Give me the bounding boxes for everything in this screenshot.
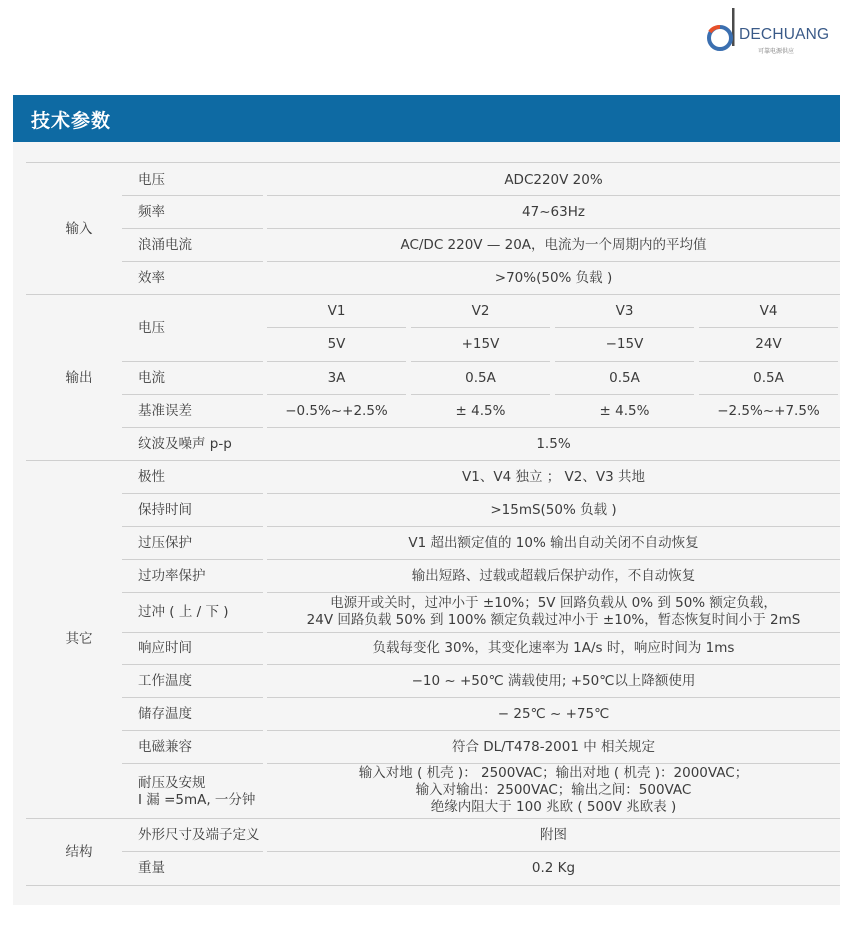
channel-header-v2: V2 xyxy=(471,302,490,319)
row-line xyxy=(699,327,838,328)
tolerance-value-v2: ± 4.5% xyxy=(455,402,506,419)
row-value-frequency: 47~63Hz xyxy=(522,203,585,220)
row-value-operating-temp: −10 ~ +50℃ 满载使用; +50℃以上降额使用 xyxy=(411,672,696,689)
row-label-ovp: 过压保护 xyxy=(138,534,192,551)
section-divider xyxy=(26,460,840,461)
channel-header-v3: V3 xyxy=(615,302,634,319)
row-label-ripple: 纹波及噪声 p-p xyxy=(138,435,232,452)
row-label-holdup: 保持时间 xyxy=(138,501,192,518)
row-label-opp: 过功率保护 xyxy=(138,567,206,584)
row-line xyxy=(699,394,838,395)
row-value-efficiency: >70%(50% 负载 ) xyxy=(494,269,613,286)
insulation-line-2: 输入对输出：2500VAC；输出之间：500VAC xyxy=(415,782,692,798)
row-line xyxy=(122,664,263,665)
row-value-response: 负载每变化 30%，其变化速率为 1A/s 时，响应时间为 1ms xyxy=(372,639,735,656)
section-label-input: 输入 xyxy=(65,220,93,237)
row-line xyxy=(122,261,263,262)
row-label-storage-temp: 储存温度 xyxy=(138,705,192,722)
row-line xyxy=(122,427,263,428)
tolerance-value-v1: −0.5%~+2.5% xyxy=(285,402,388,419)
row-value-emc: 符合 DL/T478-2001 中 相关规定 xyxy=(451,738,656,755)
row-label-dimensions: 外形尺寸及端子定义 xyxy=(138,826,260,843)
row-line xyxy=(267,851,840,852)
row-line xyxy=(267,763,840,764)
row-value-insulation xyxy=(267,765,840,816)
row-label-weight: 重量 xyxy=(138,859,165,876)
row-label-output-voltage: 电压 xyxy=(138,319,165,336)
section-divider xyxy=(26,294,840,295)
row-line xyxy=(122,228,263,229)
row-label-input-voltage: 电压 xyxy=(138,171,165,188)
row-line xyxy=(555,394,694,395)
section-divider xyxy=(26,818,840,819)
row-line xyxy=(122,195,263,196)
current-value-v4: 0.5A xyxy=(753,369,784,386)
row-label-current: 电流 xyxy=(138,369,165,386)
insulation-label-1: 耐压及安规 xyxy=(138,775,206,791)
row-line xyxy=(267,493,840,494)
row-line xyxy=(267,664,840,665)
row-value-dimensions: 附图 xyxy=(540,826,567,843)
row-label-efficiency: 效率 xyxy=(138,269,165,286)
voltage-value-v2: +15V xyxy=(461,335,500,352)
brand-subtitle: 可靠电源供应 xyxy=(758,48,795,55)
voltage-value-v3: −15V xyxy=(605,335,644,352)
row-line xyxy=(555,327,694,328)
channel-header-v1: V1 xyxy=(327,302,346,319)
page-title: 技术参数 xyxy=(31,110,112,132)
row-label-insulation xyxy=(138,774,255,810)
row-value-inrush: AC/DC 220V — 20A，电流为一个周期内的平均值 xyxy=(400,236,707,253)
current-value-v1: 3A xyxy=(327,369,346,386)
table-bottom-line xyxy=(26,885,840,886)
row-label-tolerance: 基准误差 xyxy=(138,402,192,419)
row-value-polarity: V1、V4 独立 ； V2、V3 共地 xyxy=(462,468,645,485)
row-value-holdup: >15mS(50% 负载 ) xyxy=(490,501,617,518)
row-line xyxy=(267,526,840,527)
row-label-polarity: 极性 xyxy=(138,468,165,485)
row-line xyxy=(267,592,840,593)
row-line xyxy=(122,394,263,395)
current-value-v2: 0.5A xyxy=(465,369,496,386)
row-line xyxy=(122,851,263,852)
section-label-structure: 结构 xyxy=(65,843,93,860)
voltage-value-v1: 5V xyxy=(327,335,346,352)
row-line xyxy=(699,361,838,362)
row-value-storage-temp: − 25℃ ~ +75℃ xyxy=(497,705,610,722)
row-value-opp: 输出短路、过载或超载后保护动作，不自动恢复 xyxy=(411,567,696,584)
row-line xyxy=(122,526,263,527)
row-line xyxy=(267,327,406,328)
current-value-v3: 0.5A xyxy=(609,369,640,386)
row-line xyxy=(122,361,263,362)
logo-mark-icon xyxy=(706,8,740,54)
insulation-label-2: I 漏 =5mA, 一分钟 xyxy=(138,792,256,808)
row-line xyxy=(122,632,263,633)
spec-table xyxy=(13,142,840,905)
row-line xyxy=(122,493,263,494)
row-line xyxy=(122,730,263,731)
row-label-frequency: 频率 xyxy=(138,203,165,220)
row-value-weight: 0.2 Kg xyxy=(531,859,576,876)
row-value-ovp: V1 超出额定值的 10% 输出自动关闭不自动恢复 xyxy=(408,534,699,551)
row-value-input-voltage: ADC220V 20% xyxy=(504,171,603,188)
row-line xyxy=(267,228,840,229)
row-line xyxy=(122,592,263,593)
insulation-line-1: 输入对地 ( 机壳 )： 2500VAC；输出对地 ( 机壳 )：2000VAC； xyxy=(358,765,749,781)
row-line xyxy=(122,697,263,698)
row-label-overshoot: 过冲 ( 上 / 下 ) xyxy=(138,603,229,620)
insulation-line-3: 绝缘内阻大于 100 兆欧 ( 500V 兆欧表 ) xyxy=(430,799,677,815)
tolerance-value-v4: −2.5%~+7.5% xyxy=(717,402,820,419)
row-label-inrush: 浪涌电流 xyxy=(138,236,192,253)
overshoot-line-1: 电源开或关时，过冲小于 ±10%；5V 回路负载从 0% 到 50% 额定负载， xyxy=(330,595,777,611)
row-label-operating-temp: 工作温度 xyxy=(138,672,192,689)
brand-logo xyxy=(706,8,846,58)
row-value-overshoot xyxy=(267,594,840,630)
tolerance-value-v3: ± 4.5% xyxy=(599,402,650,419)
row-line xyxy=(267,559,840,560)
voltage-value-v4: 24V xyxy=(755,335,782,352)
row-label-emc: 电磁兼容 xyxy=(138,738,192,755)
overshoot-line-2: 24V 回路负载 50% 到 100% 额定负载过冲小于 ±10%，暂态恢复时间小于 2mS xyxy=(306,612,801,628)
row-line xyxy=(411,361,550,362)
row-line xyxy=(267,730,840,731)
row-line xyxy=(267,427,840,428)
row-label-response: 响应时间 xyxy=(138,639,192,656)
row-line xyxy=(267,261,840,262)
section-label-output: 输出 xyxy=(65,369,93,386)
section-header xyxy=(13,95,840,142)
section-label-other: 其它 xyxy=(65,630,93,647)
channel-header-v4: V4 xyxy=(759,302,778,319)
row-line xyxy=(411,394,550,395)
row-line xyxy=(267,697,840,698)
row-line xyxy=(267,394,406,395)
table-top-line xyxy=(26,162,840,163)
row-line xyxy=(267,195,840,196)
row-line xyxy=(122,763,263,764)
row-line xyxy=(267,361,406,362)
row-line xyxy=(555,361,694,362)
row-line xyxy=(122,559,263,560)
row-line xyxy=(411,327,550,328)
row-value-ripple: 1.5% xyxy=(536,435,571,452)
row-line xyxy=(267,632,840,633)
brand-name: DECHUANG xyxy=(739,26,830,43)
